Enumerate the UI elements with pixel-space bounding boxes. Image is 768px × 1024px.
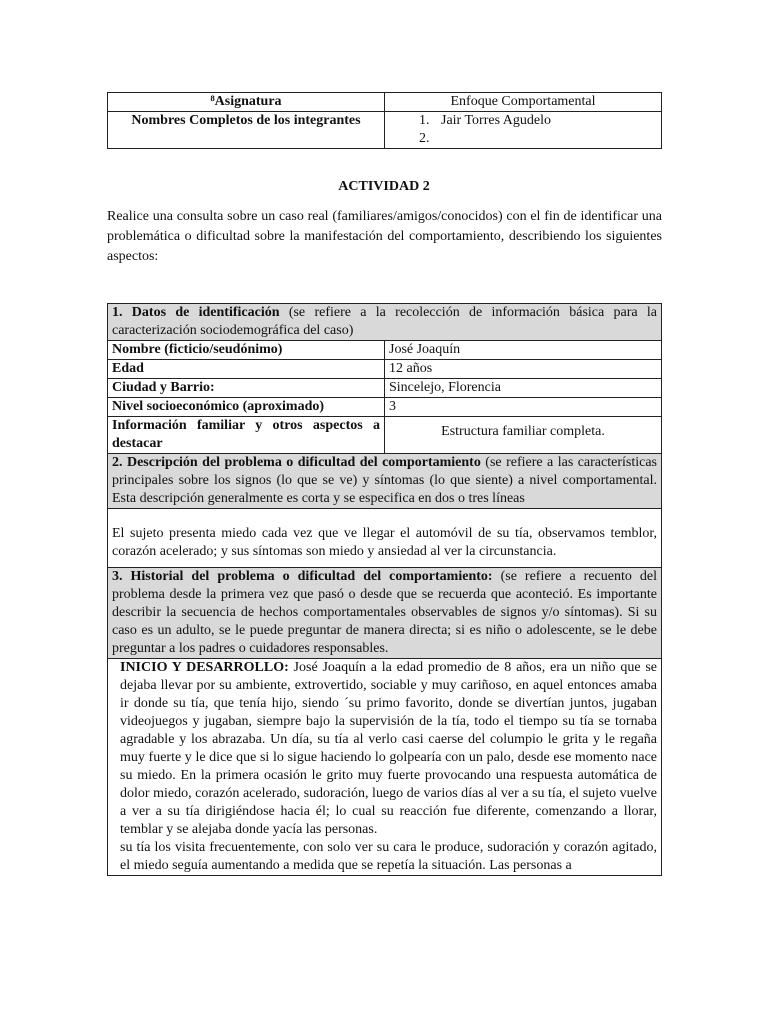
row-value: Sincelejo, Florencia <box>385 379 662 398</box>
row-label: Edad <box>108 360 385 379</box>
section2-header <box>108 454 662 509</box>
table-row <box>108 341 662 360</box>
row-label: Nombre (ficticio/seudónimo) <box>108 341 385 360</box>
member-number: 2. <box>419 131 430 146</box>
section1-header <box>108 304 662 341</box>
section1-heading: 1. Datos de identificación <box>112 305 280 320</box>
member-item <box>419 130 657 148</box>
activity-title: ACTIVIDAD 2 <box>338 179 430 194</box>
member-item <box>419 112 657 130</box>
section3-header <box>108 568 662 659</box>
members-cell <box>385 112 662 149</box>
case-table <box>107 303 662 876</box>
row-label-text: Ciudad y Barrio: <box>112 380 215 395</box>
header-table <box>107 92 662 149</box>
row-value: José Joaquín <box>385 341 662 360</box>
intro-paragraph: Realice una consulta sobre un caso real (familiares/amigos/conocidos) con el fin de identificar una problemática o dificultad sobre la manifestación del comportamiento, describiendo los siguientes aspectos: <box>107 209 662 264</box>
section2-heading: 2. Descripción del problema o dificultad del comportamiento <box>112 455 481 470</box>
table-row <box>108 379 662 398</box>
history-paragraph-2: su tía los visita frecuentemente, con solo ver su cara le produce, sudoración y corazón agitado, el miedo seguía aumentando a medida que se repetía la situación. Las personas a <box>120 840 657 873</box>
table-row <box>108 417 662 454</box>
history-text-1: José Joaquín a la edad promedio de 8 años, era un niño que se dejaba llevar por su ambiente, extrovertido, sociable y muy cariñoso, en aquel entonces amaba ir donde su tía, que tenía hijo, siendo ´su primo favorito, donde se divertían juntos, jugaban videojuegos y jugaban, siempre bajo la supervisión de la tía, todo el tiempo su tía se tornaba agradable y los abrazaba. Un día, su tía al verlo casi caerse del columpio le grita y le regaña muy fuerte y le dice que si lo sigue haciendo lo golpearía con un palo, desde ese momento nace su miedo. En la primera ocasión le grito muy fuerte provocando una respuesta automática de dolor miedo, corazón acelerado, sudoración, luego de varios días al ver a su tía, el sujeto vuelve a ver a su tía dirigiéndose hacia él; lo cual su reacción fue diferente, comenzando a llorar, temblar y se alejaba donde yacía las personas. <box>120 660 657 837</box>
section2-answer: El sujeto presenta miedo cada vez que ve llegar el automóvil de su tía, observamos temblor, corazón acelerado; y sus síntomas son miedo y ansiedad al ver la circunstancia. <box>108 509 662 568</box>
section3-note: (se refiere a recuento del problema desde la primera vez que pasó o desde que se recuerda que aconteció. Es importante describir la secuencia de hechos comportamentales observables de signos y/o síntomas). Si su caso es un adulto, se le puede preguntar de manera directa; si es niño o adolescente, se le debe preguntar a los padres o cuidadores responsables. <box>112 569 657 656</box>
table-row <box>108 398 662 417</box>
members-label: Nombres Completos de los integrantes <box>108 112 385 149</box>
members-list <box>389 112 657 148</box>
section2-note: (se refiere a las características principales sobre los signos (lo que se ve) y síntomas (lo que siente) a nivel comportamental. Esta descripción generalmente es corta y se especifica en dos o tres líneas <box>112 455 657 506</box>
row-label: Nivel socioeconómico (aproximado) <box>108 398 385 417</box>
family-value: Estructura familiar completa. <box>385 417 662 454</box>
row-value: 12 años <box>385 360 662 379</box>
section1-note: (se refiere a la recolección de información básica para la caracterización sociodemográfica del caso) <box>112 305 657 338</box>
table-row <box>108 360 662 379</box>
history-paragraph-1 <box>112 659 657 839</box>
history-heading: INICIO Y DESARROLLO: <box>120 660 289 675</box>
member-name: Jair Torres Agudelo <box>441 113 551 128</box>
subject-label: ⁸Asignatura <box>108 93 385 112</box>
family-label: Información familiar y otros aspectos a destacar <box>108 417 385 454</box>
section3-answer <box>108 659 662 876</box>
section3-heading: 3. Historial del problema o dificultad del comportamiento: <box>112 569 493 584</box>
row-label <box>108 379 385 398</box>
subject-value: Enfoque Comportamental <box>385 93 662 112</box>
member-number: 1. <box>419 113 430 128</box>
row-value: 3 <box>385 398 662 417</box>
